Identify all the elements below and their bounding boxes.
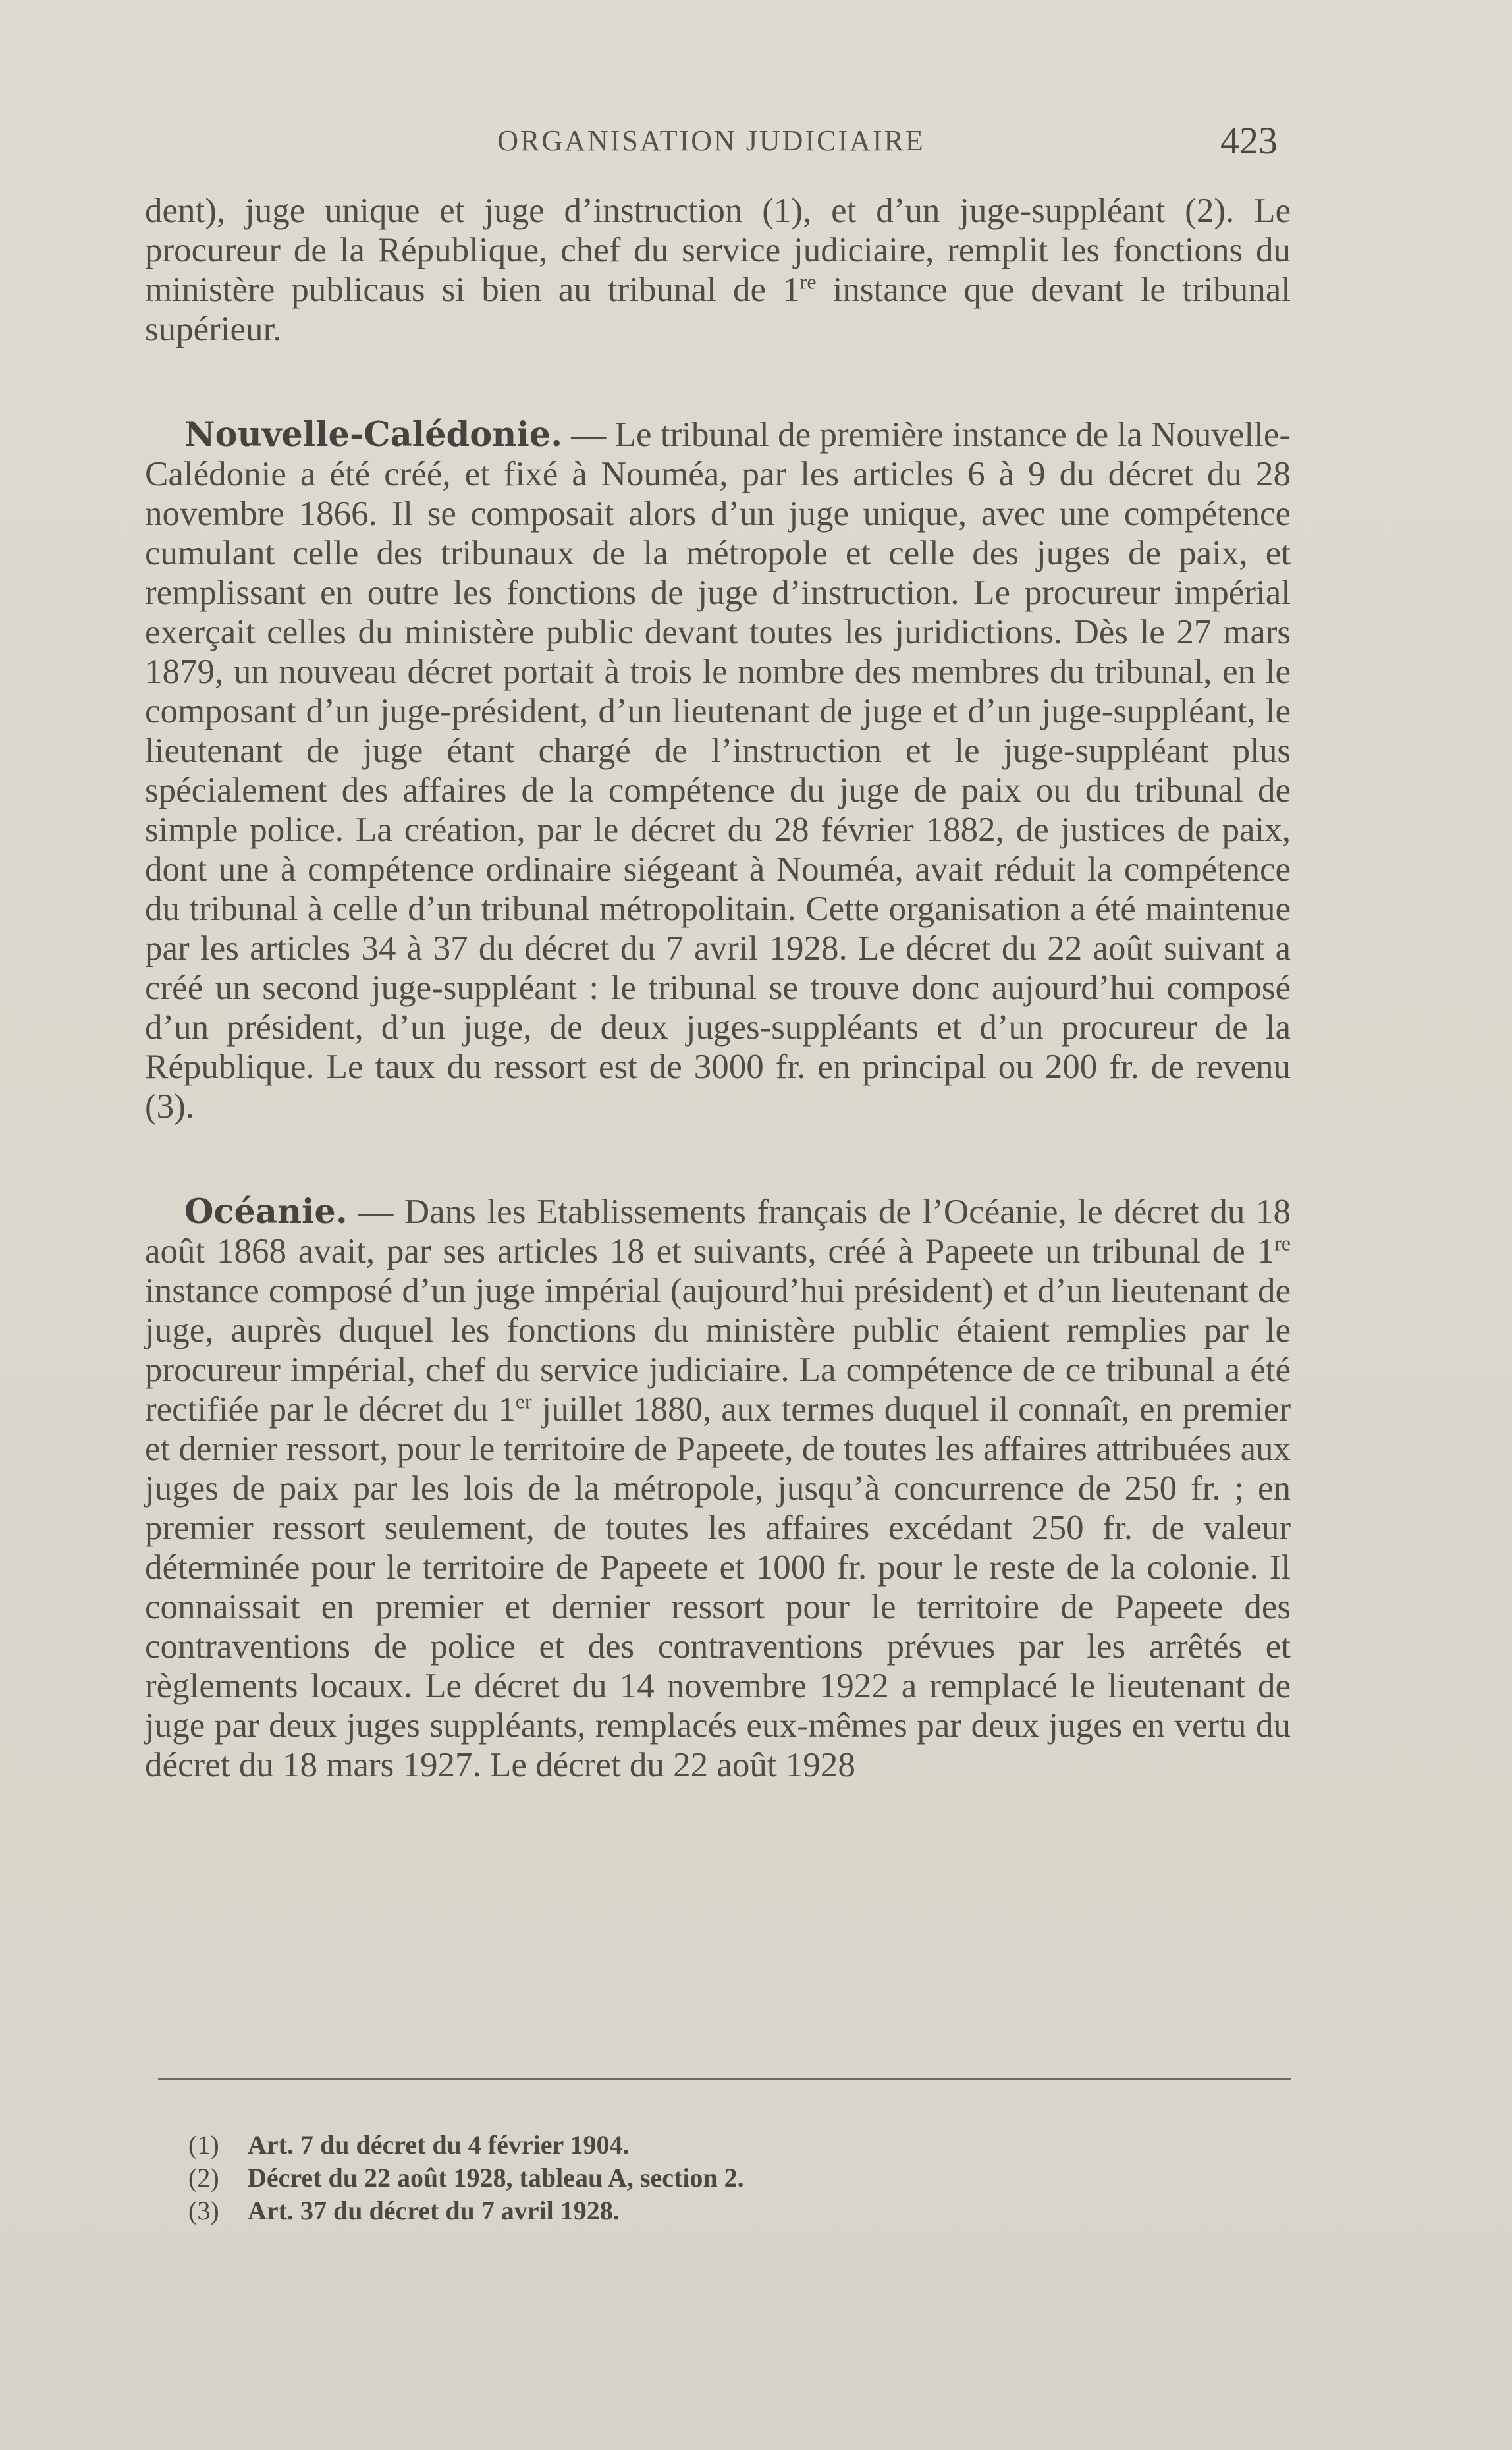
footnotes [188,2129,1176,2227]
ordinal-number: 1 [782,271,800,309]
ordinal-number: 1 [1256,1232,1275,1270]
paragraph-oceanie [145,1192,1291,1785]
paragraph-gap [145,349,1291,415]
footnote-number: (1) [188,2130,219,2160]
paragraph-text-tail: instance que devant le tribunal supérieur. [145,271,1291,348]
footnote-2 [188,2162,1176,2194]
ordinal-number: 1 [498,1390,516,1429]
paragraph-continued [145,191,1291,349]
footnote-number: (2) [188,2163,219,2192]
section-heading-nouvelle-caledonie: Nouvelle-Calédonie. [184,415,562,454]
paragraph-text: — Dans les Etablissements français de l’Océanie, le décret du 18 août 1868 avait, par ses articles 18 et suivants, créé à Papeete un tribunal de [145,1193,1291,1270]
body-text [145,191,1291,1785]
running-header [145,119,1278,165]
ordinal-superscript: re [799,269,817,294]
paragraph-nouvelle-caledonie [145,415,1291,1126]
footnote-text: Décret du 22 août 1928, tableau A, section 2. [248,2163,744,2192]
footnote-number: (3) [188,2196,219,2225]
footnote-rule [158,2078,1291,2080]
paragraph-gap [145,1126,1291,1192]
paragraph-text: juillet 1880, aux termes duquel il connaît, en premier et dernier ressort, pour le territoire de Papeete, de toutes les affaires attribuées aux juges de paix par les lois de la métropole, jusqu’à concurrence de 250 fr. ; en premier ressort seulement, de toutes les affaires excédant 250 fr. de valeur déterminée pour le territoire de Papeete et 1000 fr. pour le reste de la colonie. Il connaissait en premier et dernier ressort pour le territoire de Papeete des contraventions de police et des contraventions prévues par les arrêtés et règlements locaux. Le décret du 14 novembre 1922 a remplacé le lieutenant de juge par deux juges suppléants, remplacés eux-mêmes par deux juges en vertu du décret du 18 mars 1927. Le décret du 22 août 1928 [145,1390,1291,1784]
paragraph-text: dent), juge unique et juge d’instruction (1), et d’un juge-suppléant (2). Le procureur de la République, chef du service judiciaire, remplit les fonctions du ministère publicaus si bien au tribunal de [145,192,1291,309]
ordinal-superscript: er [515,1389,532,1413]
footnote-1 [188,2129,1176,2162]
paragraph-text: instance composé d’un juge impérial (aujourd’hui président) et d’un lieutenant de juge, auprès duquel les fonctions du ministère public étaient remplies par le procureur impérial, chef du service judiciaire. La compétence de ce tribunal a été rectifiée par le décret du [145,1272,1291,1429]
paragraph-text: — Le tribunal de première instance de la Nouvelle-Calédonie a été créé, et fixé à Nouméa, par les articles 6 à 9 du décret du 28 novembre 1866. Il se composait alors d’un juge unique, avec une compétence cumulant celle des tribunaux de la métropole et celle des juges de paix, et remplissant en outre les fonctions de juge d’instruction. Le procureur impérial exerçait celles du ministère public devant toutes les juridictions. Dès le 27 mars 1879, un nouveau décret portait à trois le nombre des membres du tribunal, en le composant d’un juge-président, d’un lieutenant de juge et d’un juge-suppléant, le lieutenant de juge étant chargé de l’instruction et le juge-suppléant plus spécialement des affaires de la compétence du juge de paix ou du tribunal de simple police. La création, par le décret du 28 février 1882, de justices de paix, dont une à compétence ordinaire siégeant à Nouméa, avait réduit la compétence du tribunal à celle d’un tribunal métropolitain. Cette organisation a été maintenue par les articles 34 à 37 du décret du 7 avril 1928. Le décret du 22 août suivant a créé un second juge-suppléant : le tribunal se trouve donc aujourd’hui composé d’un président, d’un juge, de deux juges-suppléants et d’un procureur de la République. Le taux du ressort est de 3000 fr. en principal ou 200 fr. de revenu (3). [145,416,1291,1126]
footnote-text: Art. 7 du décret du 4 février 1904. [248,2130,630,2160]
ordinal-superscript: re [1274,1231,1291,1255]
footnote-3 [188,2194,1176,2227]
running-title: ORGANISATION JUDICIAIRE [497,124,925,157]
page-number: 423 [1220,119,1278,162]
footnote-text: Art. 37 du décret du 7 avril 1928. [248,2196,620,2225]
section-heading-oceanie: Océanie. [184,1192,348,1232]
